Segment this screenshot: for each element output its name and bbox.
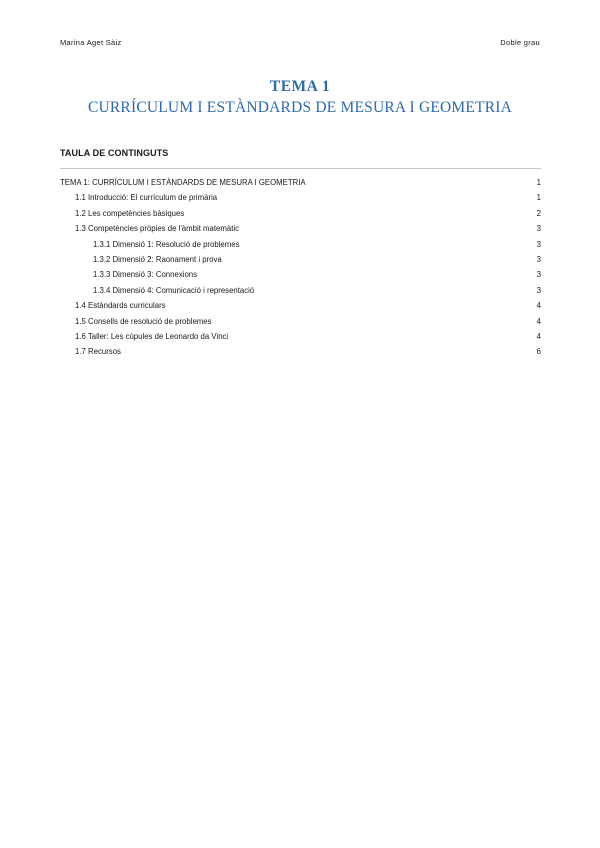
toc-entry[interactable] bbox=[60, 223, 541, 238]
toc-entry-page: 1 bbox=[536, 193, 541, 203]
toc-entry-label[interactable]: TEMA 1: CURRÍCULUM I ESTÀNDARDS DE MESURA I GEOMETRIA bbox=[60, 178, 306, 187]
toc-entry[interactable] bbox=[60, 269, 541, 284]
table-of-contents bbox=[60, 148, 541, 362]
toc-entry-page: 4 bbox=[536, 331, 541, 341]
page-header bbox=[60, 38, 540, 50]
toc-entry-label[interactable]: 1.3.4 Dimensió 4: Comunicació i representació bbox=[93, 285, 255, 295]
toc-entry-page: 3 bbox=[536, 254, 541, 264]
toc-entry[interactable] bbox=[60, 346, 541, 361]
toc-divider bbox=[60, 168, 541, 169]
toc-entry-page: 1 bbox=[536, 178, 541, 187]
toc-entry[interactable] bbox=[60, 254, 541, 269]
document-subtitle: CURRÍCULUM I ESTÀNDARDS DE MESURA I GEOMETRIA bbox=[87, 99, 513, 116]
header-program: Doble grau bbox=[500, 38, 540, 47]
toc-entry-label[interactable]: 1.3.1 Dimensió 1: Resolució de problemes bbox=[93, 239, 240, 249]
document-title: TEMA 1 bbox=[269, 78, 331, 95]
toc-entry-page: 2 bbox=[536, 208, 541, 218]
toc-entry-label[interactable]: 1.4 Estàndards curriculars bbox=[75, 301, 166, 311]
header-author: Marina Aget Sàiz bbox=[60, 38, 122, 47]
toc-entry[interactable] bbox=[60, 239, 541, 254]
toc-entry[interactable] bbox=[60, 177, 541, 192]
toc-entry[interactable] bbox=[60, 192, 541, 207]
toc-entry-page: 4 bbox=[536, 316, 541, 326]
toc-entry[interactable] bbox=[60, 208, 541, 223]
toc-entry-page: 3 bbox=[536, 239, 541, 249]
toc-entry[interactable] bbox=[60, 285, 541, 300]
toc-entry-label[interactable]: 1.3 Competències pròpies de l'àmbit matemàtic bbox=[75, 224, 240, 234]
toc-heading: TAULA DE CONTINGUTS bbox=[60, 148, 169, 158]
toc-entry-page: 3 bbox=[536, 270, 541, 280]
title-block bbox=[0, 78, 600, 118]
toc-entry-label[interactable]: 1.1 Introducció: El currículum de primària bbox=[75, 193, 218, 203]
toc-entry[interactable] bbox=[60, 316, 541, 331]
toc-entry-page: 6 bbox=[536, 347, 541, 357]
toc-entry[interactable] bbox=[60, 300, 541, 315]
toc-entry-label[interactable]: 1.3.2 Dimensió 2: Raonament i prova bbox=[93, 254, 222, 264]
toc-entry-label[interactable]: 1.7 Recursos bbox=[75, 347, 121, 357]
toc-entry[interactable] bbox=[60, 331, 541, 346]
toc-entry-page: 3 bbox=[536, 224, 541, 234]
toc-entry-page: 4 bbox=[536, 301, 541, 311]
toc-entry-label[interactable]: 1.3.3 Dimensió 3: Connexions bbox=[93, 270, 198, 280]
toc-entry-page: 3 bbox=[536, 285, 541, 295]
toc-entry-label[interactable]: 1.6 Taller: Les cúpules de Leonardo da Vinci bbox=[75, 331, 229, 341]
toc-entry-label[interactable]: 1.2 Les competències bàsiques bbox=[75, 208, 185, 218]
toc-entry-label[interactable]: 1.5 Consells de resolució de problemes bbox=[75, 316, 212, 326]
